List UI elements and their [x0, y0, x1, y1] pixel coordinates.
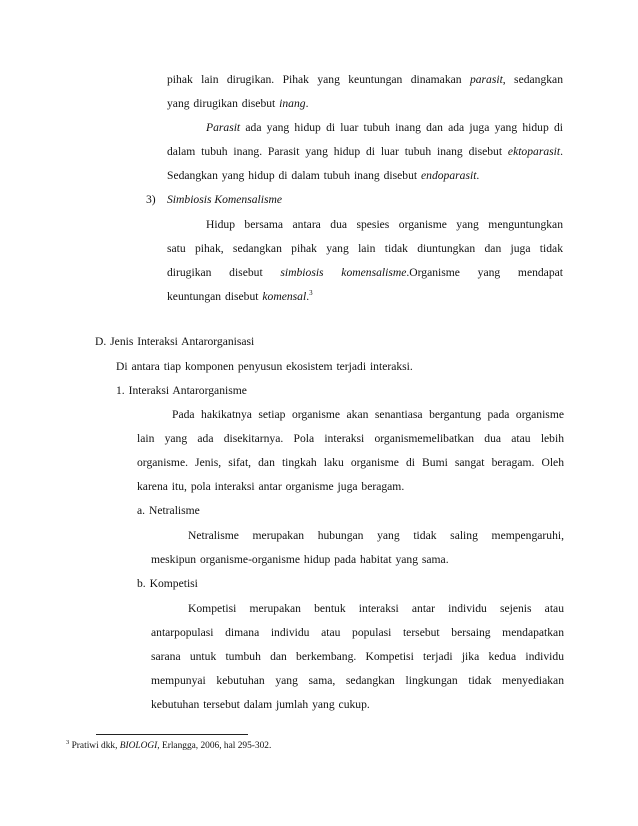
body-line: keuntungan disebut komensal.$^3$ — [167, 289, 313, 303]
body-line: lain yang ada disekitarnya. Pola interaksi organismemelibatkan dua atau lebih — [137, 432, 564, 445]
section-heading: D. Jenis Interaksi Antarorganisasi — [95, 335, 255, 348]
body-line: mempunyai kebutuhan yang sama, sedangkan lingkungan tidak menyediakan — [151, 674, 564, 687]
body-line: karena itu, pola interaksi antar organisme juga beragam. — [137, 480, 405, 493]
list-item-heading: b. Kompetisi — [137, 577, 198, 590]
term-parasit: Parasit — [206, 121, 241, 134]
body-line: satu pihak, sedangkan pihak yang lain tidak diuntungkan dan juga tidak — [167, 242, 563, 255]
list-number: 3) — [146, 193, 156, 206]
body-line: Pada hakikatnya setiap organisme akan senantiasa bergantung pada organisme — [172, 408, 564, 421]
body-line: Sedangkan yang hidup di dalam tubuh inang disebut endoparasit. — [167, 169, 480, 182]
body-line: Kompetisi merupakan bentuk interaksi antar individu sejenis atau — [188, 602, 564, 615]
term-parasit: parasit — [469, 73, 503, 86]
body-line: pihak lain dirugikan. Pihak yang keuntungan dinamakan parasit, sedangkan — [167, 73, 563, 86]
body-line: Parasit ada yang hidup di luar tubuh inang dan ada juga yang hidup di — [206, 121, 563, 134]
subheading: Simbiosis Komensalisme — [167, 193, 282, 206]
list-item-heading: 1. Interaksi Antarorganisme — [116, 384, 247, 397]
list-item-heading: a. Netralisme — [137, 504, 200, 517]
body-line: Di antara tiap komponen penyusun ekosistem terjadi interaksi. — [116, 360, 413, 373]
term-simbiosis-komensalisme: simbiosis komensalisme — [280, 266, 407, 279]
term-inang: inang — [279, 97, 306, 110]
body-line: Netralisme merupakan hubungan yang tidak saling mempengaruhi, — [188, 529, 564, 542]
body-line: sarana untuk tumbuh dan berkembang. Kompetisi terjadi jika kedua individu — [151, 650, 564, 663]
body-line: dalam tubuh inang. Parasit yang hidup di luar tubuh inang disebut ektoparasit. — [167, 145, 563, 158]
body-line: dirugikan disebut simbiosis komensalisme.Organisme yang mendapat — [167, 266, 563, 279]
term-komensal: komensal — [262, 290, 307, 303]
body-line: antarpopulasi dimana individu atau populasi tersebut bersaing mendapatkan — [151, 626, 564, 639]
term-ektoparasit: ektoparasit — [507, 145, 561, 158]
body-line: meskipun organisme-organisme hidup pada habitat yang sama. — [151, 553, 449, 566]
term-endoparasit: endoparasit — [421, 169, 477, 182]
footnote-mark: 3 — [66, 739, 70, 746]
body-line: Hidup bersama antara dua spesies organisme yang menguntungkan — [206, 218, 563, 231]
footnote: $^3$ Pratiwi dkk, BIOLOGI, Erlangga, 2006, hal 295-302. — [66, 739, 272, 751]
footnote-separator — [96, 734, 248, 735]
body-line: yang dirugikan disebut inang. — [167, 97, 309, 110]
body-line: organisme. Jenis, sifat, dan tingkah laku organisme di Bumi sangat beragam. Oleh — [137, 456, 564, 469]
body-line: kebutuhan tersebut dalam jumlah yang cukup. — [151, 698, 370, 711]
footnote-ref: 3 — [309, 289, 313, 297]
